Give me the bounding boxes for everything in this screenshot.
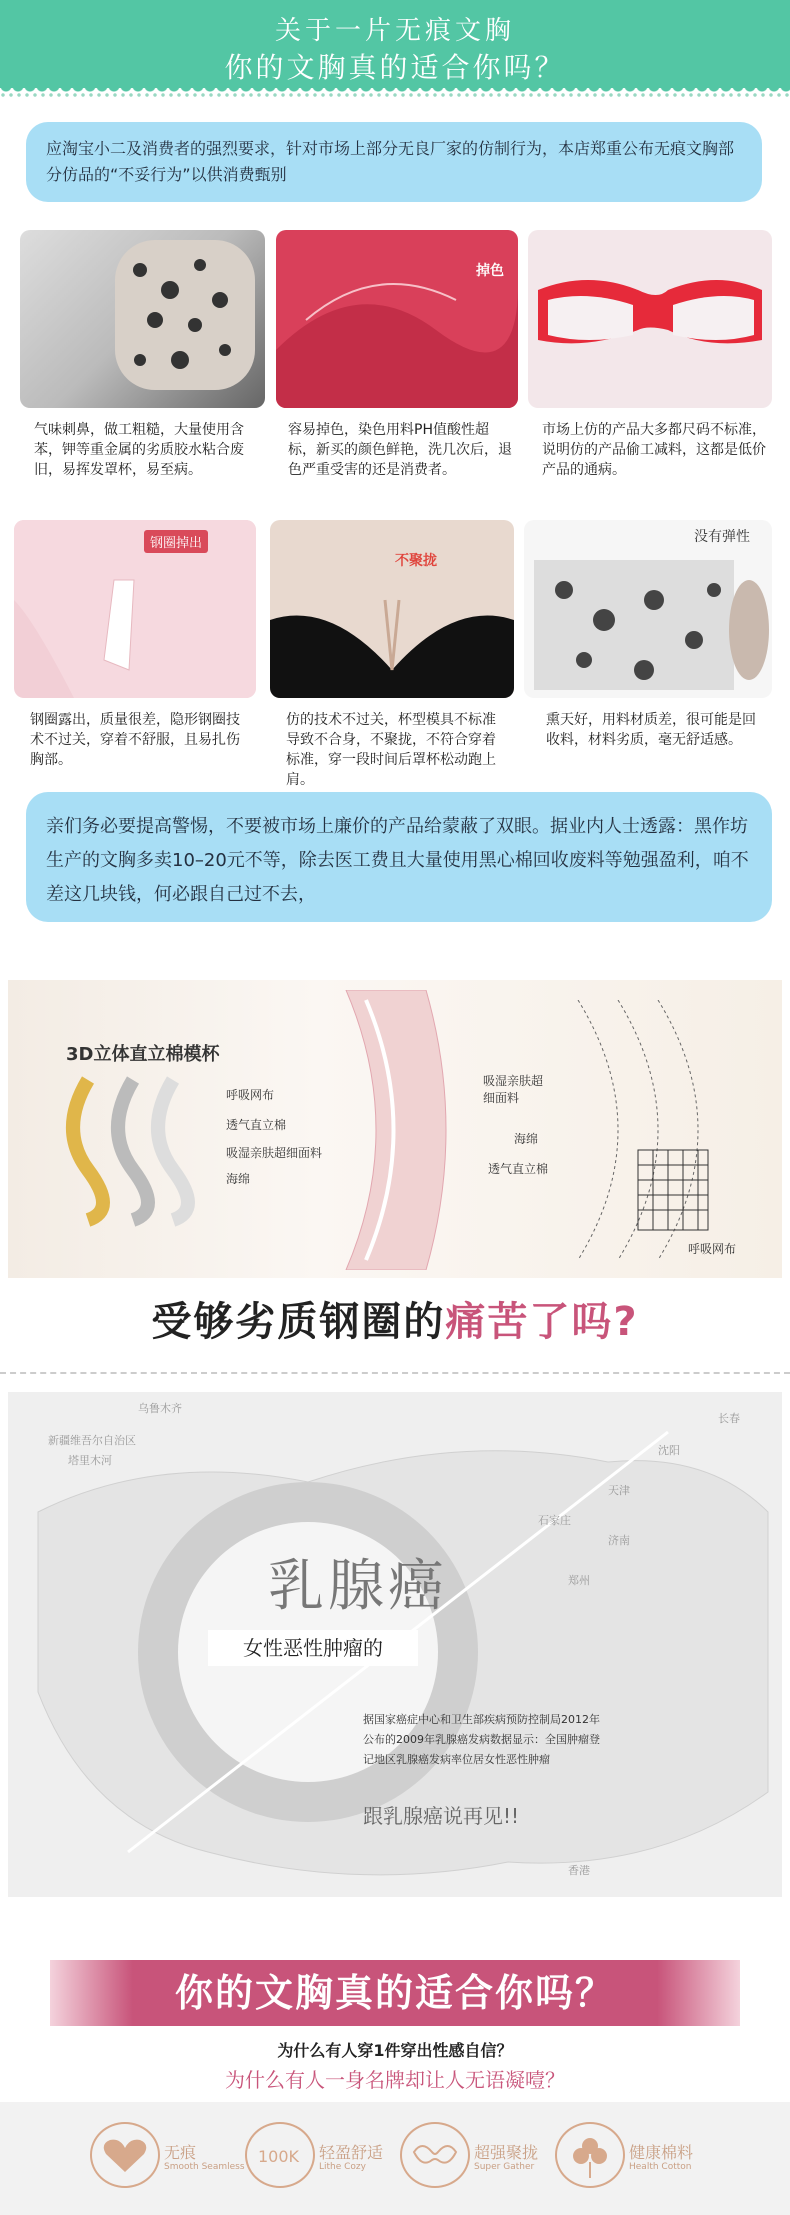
feature-light <box>245 2116 415 2196</box>
cancer-big-title: 乳腺癌 <box>268 1554 448 1619</box>
layer-label-2: 透气直立棉 <box>226 1118 287 1132</box>
red-fabric-image <box>276 230 518 408</box>
page-header <box>0 0 790 88</box>
feature-cotton <box>555 2116 725 2196</box>
feature-seamless <box>90 2116 260 2196</box>
cup-3d-section <box>8 980 782 1278</box>
map-place-1: 乌鲁木齐 <box>138 1402 182 1415</box>
pain-question-normal: 受够劣质钢圈的 <box>151 1299 446 1345</box>
fit-band-title: 你的文胸真的适合你吗？ <box>174 1971 615 2015</box>
problem-caption-1: 气味刺鼻，做工粗糙，大量使用含苯，钾等重金属的劣质胶水粘合废旧，易挥发罩杯，易至病。 <box>34 422 244 478</box>
feature-bar <box>0 2102 790 2215</box>
map-place-4: 长春 <box>718 1412 740 1425</box>
problem-caption-5: 仿的技术不过关，杯型模具不标准导致不合身，不聚拢，不符合穿着标准，穿一段时间后罩杯松动跑上肩。 <box>286 712 496 788</box>
wire-bra-photo <box>14 520 256 698</box>
cancer-subtitle: 女性恶性肿瘤的 <box>208 1630 418 1666</box>
header-title-line1: 关于一片无痕文胸 <box>274 16 515 46</box>
map-place-2: 新疆维吾尔自治区 <box>48 1434 136 1447</box>
problem-caption-6: 熏天好，用料材质差，很可能是回收料，材料劣质，毫无舒适感。 <box>546 712 756 748</box>
pain-question <box>0 1290 790 1347</box>
mesh-layers-diagram <box>568 1000 768 1260</box>
feature-light-en: Lithe Cozy <box>319 2162 366 2172</box>
map-place-8: 济南 <box>608 1534 630 1547</box>
bra-cups-image <box>528 230 772 408</box>
feature-gather-name: 超强聚拢 <box>474 2143 539 2162</box>
leopard-bra-photo <box>20 230 265 408</box>
lace-dots <box>0 92 790 98</box>
fit-question-2: 为什么有人一身名牌却让人无语凝噎？ <box>225 2068 565 2092</box>
map-place-3: 塔里木河 <box>68 1454 112 1467</box>
leopard-fabric-image <box>524 520 772 698</box>
layer-label-1: 呼吸网布 <box>226 1088 275 1102</box>
layer-label-4: 海绵 <box>226 1172 251 1186</box>
problem-caption-4: 钢圈露出，质量很差，隐形钢圈技术不过关，穿着不舒服，且易扎伤胸部。 <box>30 712 240 768</box>
layer-label-3: 吸湿亲肤超细面料 <box>226 1146 323 1160</box>
map-place-9: 郑州 <box>568 1574 590 1587</box>
cup-cross-section <box>326 990 466 1270</box>
feather-100k-icon <box>245 2122 315 2188</box>
fit-title-band <box>50 1960 740 2026</box>
dashed-divider <box>0 1372 790 1374</box>
black-bra-image <box>270 520 514 698</box>
map-place-10: 香港 <box>568 1864 590 1877</box>
pain-question-highlight: 痛苦了吗? <box>445 1299 639 1345</box>
notice-bubble: 应淘宝小二及消费者的强烈要求，针对市场上部分无良厂家的仿制行为，本店郑重公布无痕文胸部分仿品的“不妥行为”以供消费甄别 <box>26 122 762 202</box>
feature-light-name: 轻盈舒适 <box>319 2143 384 2162</box>
svg-text:100K: 100K <box>258 2147 300 2166</box>
nopush-tag: 不聚拢 <box>395 553 437 569</box>
size-bra-photo <box>528 230 772 408</box>
map-place-6: 天津 <box>608 1484 630 1497</box>
leopard-pattern-image <box>20 230 265 408</box>
cancer-body: 据国家癌症中心和卫生部疾病预防控制局2012年公布的2009年乳腺癌发病数据显示：全国肿瘤登记地区乳腺癌发病率位居女性恶性肿瘤 <box>363 1713 600 1766</box>
map-place-5: 沈阳 <box>658 1444 680 1457</box>
feature-gather-en: Super Gather <box>474 2162 535 2172</box>
nopush-bra-photo <box>270 520 514 698</box>
wire-exposed-image <box>14 520 256 698</box>
feature-cotton-en: Health Cotton <box>629 2162 692 2172</box>
heart-icon <box>90 2122 160 2188</box>
bra-cup-icon <box>400 2122 470 2188</box>
feature-seamless-en: Smooth Seamless <box>164 2162 245 2172</box>
wire-tag: 钢圈掉出 <box>144 530 208 553</box>
fade-tag: 掉色 <box>476 263 504 279</box>
header-title-line2: 你的文胸真的适合你吗？ <box>224 51 566 84</box>
cancer-map-section <box>8 1392 782 1897</box>
cotton-flower-icon <box>555 2122 625 2188</box>
right-label-2: 海绵 <box>514 1132 539 1146</box>
warning-bubble: 亲们务必要提高警惕，不要被市场上廉价的产品给蒙蔽了双眼。据业内人士透露：黑作坊生产的文胸多卖10–20元不等，除去医工费且大量使用黑心棉回收废料等勉强盈利，咱不差这几块钱，何必跟自己过不去， <box>26 792 772 922</box>
right-label-3: 透气直立棉 <box>488 1162 549 1176</box>
right-label-1: 吸湿亲肤超细面料 <box>483 1074 544 1105</box>
red-bra-photo <box>276 230 518 408</box>
cup-3d-title: 3D立体直立棉模杯 <box>66 1044 220 1065</box>
map-place-7: 石家庄 <box>538 1514 571 1527</box>
feature-seamless-name: 无痕 <box>164 2143 197 2162</box>
problem-caption-3: 市场上仿的产品大多都尺码不标准，说明仿的产品偷工减料，这都是低价产品的通病。 <box>542 422 766 478</box>
right-label-4: 呼吸网布 <box>688 1242 737 1256</box>
fit-question-1: 为什么有人穿1件穿出性感自信？ <box>277 2041 513 2060</box>
elastic-tag: 没有弹性 <box>694 529 750 545</box>
feature-cotton-name: 健康棉料 <box>629 2143 694 2162</box>
cancer-farewell: 跟乳腺癌说再见!! <box>363 1804 520 1828</box>
feature-gather <box>400 2116 570 2196</box>
elastic-bra-photo <box>524 520 772 698</box>
problem-caption-2: 容易掉色，染色用料PH值酸性超标，新买的颜色鲜艳，洗几次后，退色严重受害的还是消费者。 <box>288 422 512 478</box>
